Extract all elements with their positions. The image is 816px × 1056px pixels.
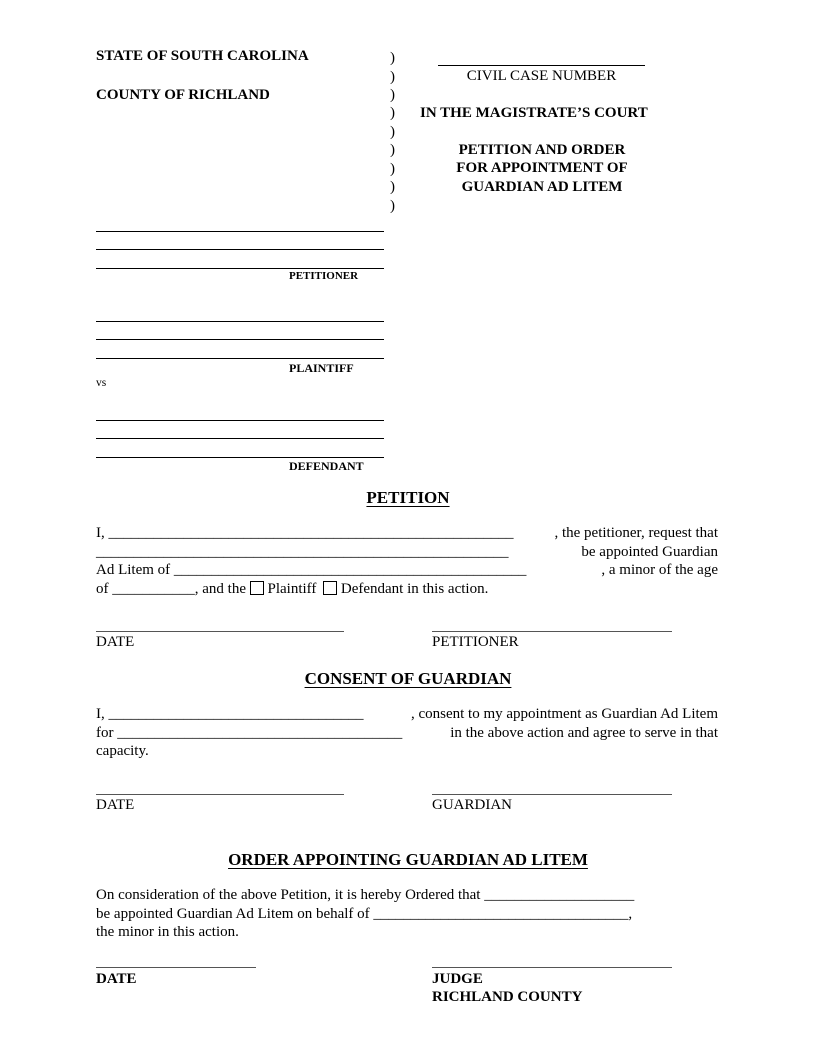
petitioner-signature-line[interactable] (432, 631, 672, 632)
petition-text: , the petitioner, request that (554, 525, 718, 541)
document-title-line: PETITION AND ORDER (458, 142, 626, 158)
petitioner-signature-label: PETITIONER (432, 634, 519, 650)
consent-body (96, 705, 718, 761)
document-title-line: FOR APPOINTMENT OF (456, 160, 628, 176)
document-title-line: GUARDIAN AD LITEM (461, 179, 623, 195)
order-line[interactable]: be appointed Guardian Ad Litem on behalf of __________________________________, (96, 905, 633, 922)
case-number-label: CIVIL CASE NUMBER (466, 68, 617, 84)
plaintiff-address-line[interactable] (96, 358, 384, 359)
ward-name-blank[interactable]: for ______________________________________ (96, 724, 403, 741)
petition-line (96, 561, 718, 580)
defendant-address-line[interactable] (96, 457, 384, 458)
consent-date-label: DATE (96, 797, 135, 813)
petitioner-name-blank[interactable]: I, ______________________________________________________ (96, 525, 514, 541)
minor-name-blank[interactable]: Ad Litem of _______________________________________________ (96, 562, 527, 578)
court-label: IN THE MAGISTRATE’S COURT (420, 105, 648, 121)
petition-date-line[interactable] (96, 631, 344, 632)
order-heading: ORDER APPOINTING GUARDIAN AD LITEM (228, 850, 588, 869)
defendant-option-label: Defendant in this action. (340, 580, 489, 597)
caption-paren: ) (390, 105, 395, 121)
consent-line: capacity. (96, 743, 149, 759)
case-number-blank[interactable] (438, 65, 645, 66)
petition-date-label: DATE (96, 634, 135, 650)
state-label: STATE OF SOUTH CAROLINA (96, 48, 309, 64)
caption-paren: ) (390, 50, 395, 66)
plaintiff-address-line[interactable] (96, 339, 384, 340)
order-body (96, 886, 718, 942)
plaintiff-label: PLAINTIFF (289, 361, 354, 375)
caption-paren: ) (390, 161, 395, 177)
caption-paren: ) (390, 69, 395, 85)
consent-line (96, 724, 718, 743)
consent-line (96, 705, 718, 724)
caption-paren: ) (390, 198, 395, 214)
consenting-guardian-blank[interactable]: I, __________________________________ (96, 706, 364, 722)
order-line[interactable]: On consideration of the above Petition, it is hereby Ordered that ____________________ (96, 887, 635, 903)
judge-signature-line[interactable] (432, 967, 672, 968)
minor-age-blank[interactable]: of ___________, and the (96, 580, 250, 597)
plaintiff-option-label: Plaintiff (267, 580, 317, 597)
petition-heading: PETITION (366, 488, 450, 507)
county-label: COUNTY OF RICHLAND (96, 87, 270, 103)
defendant-address-line[interactable] (96, 438, 384, 439)
judge-label: JUDGE (432, 971, 483, 987)
guardian-name-blank[interactable]: _______________________________________________________ (96, 543, 509, 560)
petition-text: , a minor of the age (601, 562, 718, 578)
defendant-name-line[interactable] (96, 420, 384, 421)
county-signature-label: RICHLAND COUNTY (432, 989, 583, 1005)
petition-line (96, 543, 718, 562)
order-date-label: DATE (96, 971, 137, 987)
petitioner-address-line[interactable] (96, 249, 384, 250)
consent-text: in the above action and agree to serve in that (450, 724, 718, 741)
petition-line (96, 524, 718, 543)
petition-body (96, 524, 718, 598)
caption-paren: ) (390, 87, 395, 103)
consent-text: , consent to my appointment as Guardian Ad Litem (410, 706, 718, 722)
petitioner-label: PETITIONER (289, 270, 359, 282)
consent-date-line[interactable] (96, 794, 344, 795)
guardian-signature-line[interactable] (432, 794, 672, 795)
petitioner-name-line[interactable] (96, 231, 384, 232)
plaintiff-name-line[interactable] (96, 321, 384, 322)
caption-paren: ) (390, 124, 395, 140)
defendant-checkbox[interactable] (323, 581, 337, 595)
plaintiff-checkbox[interactable] (250, 581, 264, 595)
versus-label: vs (96, 377, 107, 389)
caption-paren: ) (390, 179, 395, 195)
order-line: the minor in this action. (96, 924, 239, 940)
consent-heading: CONSENT OF GUARDIAN (304, 669, 512, 688)
petition-text: be appointed Guardian (581, 543, 718, 560)
caption-paren: ) (390, 142, 395, 158)
guardian-signature-label: GUARDIAN (432, 797, 512, 813)
order-date-line[interactable] (96, 967, 256, 968)
petition-line (96, 580, 718, 599)
defendant-label: DEFENDANT (289, 459, 364, 473)
petitioner-address-line[interactable] (96, 268, 384, 269)
